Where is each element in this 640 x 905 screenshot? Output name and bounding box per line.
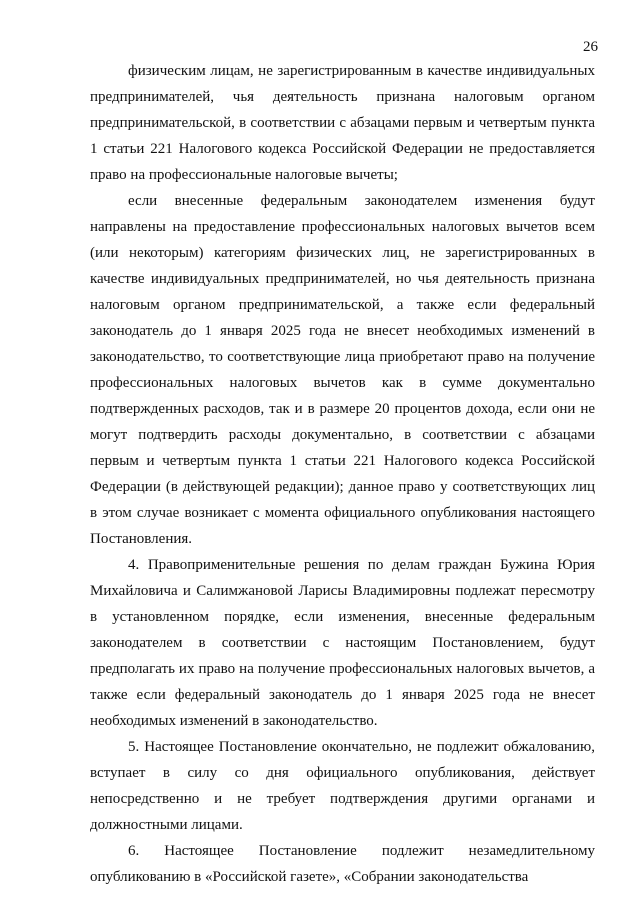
document-body bbox=[90, 58, 595, 890]
paragraph-amendment-condition: если внесенные федеральным законодателем изменения будут направлены на предоставление профессиональных налоговых вычетов всем (или некоторым) категориям физических лиц, не зарегистрированных в качестве индивидуальных предпринимателей, но чья деятельность признана налоговым органом предпринимательской, а также если федеральный законодатель до 1 января 2025 года не внесет необходимых изменений в законодательство, то соответствующие лица приобретают право на получение профессиональных налоговых вычетов как в сумме документально подтвержденных расходов, так и в размере 20 процентов дохода, если они не могут подтвердить расходы документально, в соответствии с абзацами первым и четвертым пункта 1 статьи 221 Налогового кодекса Российской Федерации (в действующей редакции); данное право у соответствующих лиц в этом случае возникает с момента официального опубликования настоящего Постановления. bbox=[90, 193, 595, 547]
paragraph-item-4: 4. Правоприменительные решения по делам граждан Бужина Юрия Михайловича и Салимжановой Ларисы Владимировны подлежат пересмотру в установленном порядке, если изменения, внесенные федеральным законодателем в соответствии с настоящим Постановлением, будут предполагать их право на получение профессиональных налоговых вычетов, а также если федеральный законодатель до 1 января 2025 года не внесет необходимых изменений в законодательство. bbox=[90, 557, 595, 729]
paragraph-item-6: 6. Настоящее Постановление подлежит незамедлительному опубликованию в «Российской газете», «Собрании законодательства bbox=[90, 843, 595, 885]
paragraph-continuation: физическим лицам, не зарегистрированным в качестве индивидуальных предпринимателей, чья деятельность признана налоговым органом предпринимательской, в соответствии с абзацами первым и четвертым пункта 1 статьи 221 Налогового кодекса Российской Федерации не предоставляется право на профессиональные налоговые вычеты; bbox=[90, 63, 595, 183]
page-number: 26 bbox=[583, 39, 598, 55]
paragraph-item-5: 5. Настоящее Постановление окончательно, не подлежит обжалованию, вступает в силу со дня официального опубликования, действует непосредственно и не требует подтверждения другими органами и должностными лицами. bbox=[90, 739, 595, 833]
